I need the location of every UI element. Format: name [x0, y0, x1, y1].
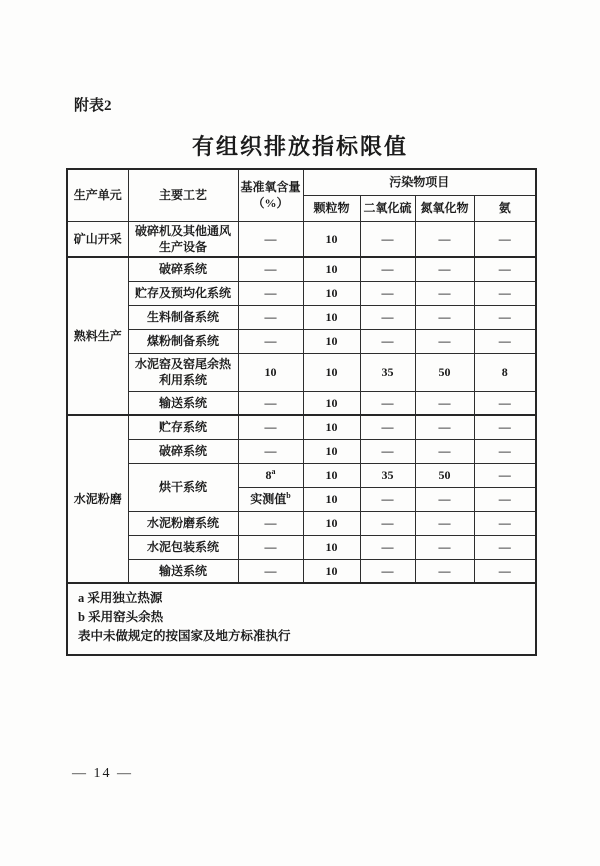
- so2-cell: —: [360, 415, 415, 439]
- process-cell: 生料制备系统: [128, 305, 238, 329]
- oxygen-cell: —: [238, 391, 303, 415]
- pm-cell: 10: [303, 511, 360, 535]
- table-row: [67, 415, 536, 439]
- nox-cell: —: [415, 391, 474, 415]
- unit-cell-mining: 矿山开采: [67, 221, 128, 257]
- so2-cell: —: [360, 257, 415, 281]
- page-title: 有组织排放指标限值: [191, 134, 408, 159]
- table-row: [67, 329, 536, 353]
- pm-cell: 10: [303, 329, 360, 353]
- oxygen-cell: —: [238, 329, 303, 353]
- header-oxygen-line1: 基准氧含量: [240, 180, 301, 195]
- nox-cell: —: [415, 415, 474, 439]
- so2-cell: 35: [360, 353, 415, 391]
- footnote-marker-b: b: [286, 490, 291, 500]
- nox-cell: —: [415, 559, 474, 583]
- limits-table: [66, 168, 537, 656]
- oxygen-value: 8: [265, 467, 272, 482]
- oxygen-cell: 10: [238, 353, 303, 391]
- nox-cell: —: [415, 535, 474, 559]
- pm-cell: 10: [303, 415, 360, 439]
- process-cell: 输送系统: [128, 559, 238, 583]
- header-oxygen-line2: （%）: [252, 196, 289, 211]
- table-row: [67, 391, 536, 415]
- page-number: — 14 —: [72, 766, 133, 781]
- nox-cell: 50: [415, 463, 474, 487]
- so2-cell: —: [360, 511, 415, 535]
- unit-cell-clinker: 熟料生产: [67, 257, 128, 415]
- oxygen-cell: —: [238, 305, 303, 329]
- process-cell: 水泥包装系统: [128, 535, 238, 559]
- oxygen-cell: —: [238, 221, 303, 257]
- table-row: [67, 535, 536, 559]
- oxygen-cell: —: [238, 257, 303, 281]
- unit-cell-grinding: 水泥粉磨: [67, 415, 128, 583]
- oxygen-value: 实测值: [250, 491, 287, 506]
- process-cell: 水泥粉磨系统: [128, 511, 238, 535]
- nh3-cell: —: [474, 415, 536, 439]
- oxygen-cell: —: [238, 511, 303, 535]
- pm-cell: 10: [303, 391, 360, 415]
- oxygen-cell: —: [238, 281, 303, 305]
- table-row: [67, 463, 536, 487]
- footnotes-row: [67, 583, 536, 655]
- nox-cell: —: [415, 281, 474, 305]
- footnote-a: a 采用独立热源: [78, 591, 163, 605]
- pm-cell: 10: [303, 487, 360, 511]
- nh3-cell: —: [474, 391, 536, 415]
- so2-cell: —: [360, 305, 415, 329]
- so2-cell: —: [360, 391, 415, 415]
- nh3-cell: —: [474, 305, 536, 329]
- table-row: [67, 439, 536, 463]
- nox-cell: —: [415, 221, 474, 257]
- pm-cell: 10: [303, 463, 360, 487]
- header-oxygen-content: [238, 169, 303, 221]
- nh3-cell: —: [474, 487, 536, 511]
- pm-cell: 10: [303, 305, 360, 329]
- table-header-row-1: [67, 169, 536, 195]
- pm-cell: 10: [303, 257, 360, 281]
- nox-cell: —: [415, 487, 474, 511]
- nox-cell: —: [415, 439, 474, 463]
- footnotes-cell: [67, 583, 536, 655]
- table-row: [67, 221, 536, 257]
- process-cell: 破碎系统: [128, 439, 238, 463]
- nh3-cell: —: [474, 221, 536, 257]
- process-cell: 煤粉制备系统: [128, 329, 238, 353]
- process-cell: 破碎机及其他通风生产设备: [128, 221, 238, 257]
- appendix-label: 附表2: [74, 98, 112, 114]
- so2-cell: —: [360, 559, 415, 583]
- so2-cell: —: [360, 487, 415, 511]
- header-pollutant-items: 污染物项目: [303, 169, 536, 195]
- nh3-cell: 8: [474, 353, 536, 391]
- pm-cell: 10: [303, 559, 360, 583]
- nh3-cell: —: [474, 257, 536, 281]
- nox-cell: —: [415, 257, 474, 281]
- nh3-cell: —: [474, 559, 536, 583]
- pm-cell: 10: [303, 281, 360, 305]
- process-cell: 贮存及预均化系统: [128, 281, 238, 305]
- nox-cell: —: [415, 511, 474, 535]
- table-row: [67, 353, 536, 391]
- nox-cell: 50: [415, 353, 474, 391]
- table-row: [67, 305, 536, 329]
- pm-cell: 10: [303, 535, 360, 559]
- so2-cell: —: [360, 221, 415, 257]
- nh3-cell: —: [474, 463, 536, 487]
- so2-cell: —: [360, 535, 415, 559]
- nh3-cell: —: [474, 439, 536, 463]
- so2-cell: —: [360, 281, 415, 305]
- footnote-b: b 采用窑头余热: [78, 609, 164, 624]
- footnote-general: 表中未做规定的按国家及地方标准执行: [78, 628, 291, 643]
- header-so2: 二氧化硫: [360, 195, 415, 221]
- oxygen-cell: [238, 487, 303, 511]
- header-main-process: 主要工艺: [128, 169, 238, 221]
- pm-cell: 10: [303, 221, 360, 257]
- nh3-cell: —: [474, 511, 536, 535]
- oxygen-cell: —: [238, 415, 303, 439]
- so2-cell: —: [360, 329, 415, 353]
- pm-cell: 10: [303, 439, 360, 463]
- so2-cell: 35: [360, 463, 415, 487]
- limits-table-container: [66, 168, 537, 656]
- header-production-unit: 生产单元: [67, 169, 128, 221]
- table-row: [67, 257, 536, 281]
- oxygen-cell: [238, 463, 303, 487]
- nox-cell: —: [415, 329, 474, 353]
- process-cell-drying-system: 烘干系统: [128, 463, 238, 511]
- nh3-cell: —: [474, 535, 536, 559]
- oxygen-cell: —: [238, 535, 303, 559]
- table-row: [67, 559, 536, 583]
- header-particulate: 颗粒物: [303, 195, 360, 221]
- header-ammonia: 氨: [474, 195, 536, 221]
- so2-cell: —: [360, 439, 415, 463]
- process-cell: 水泥窑及窑尾余热利用系统: [128, 353, 238, 391]
- oxygen-cell: —: [238, 559, 303, 583]
- nox-cell: —: [415, 305, 474, 329]
- table-row: [67, 281, 536, 305]
- header-nox: 氮氧化物: [415, 195, 474, 221]
- oxygen-cell: —: [238, 439, 303, 463]
- nh3-cell: —: [474, 329, 536, 353]
- process-cell: 贮存系统: [128, 415, 238, 439]
- footnote-marker-a: a: [271, 466, 276, 476]
- process-cell: 输送系统: [128, 391, 238, 415]
- process-cell: 破碎系统: [128, 257, 238, 281]
- nh3-cell: —: [474, 281, 536, 305]
- table-row: [67, 511, 536, 535]
- pm-cell: 10: [303, 353, 360, 391]
